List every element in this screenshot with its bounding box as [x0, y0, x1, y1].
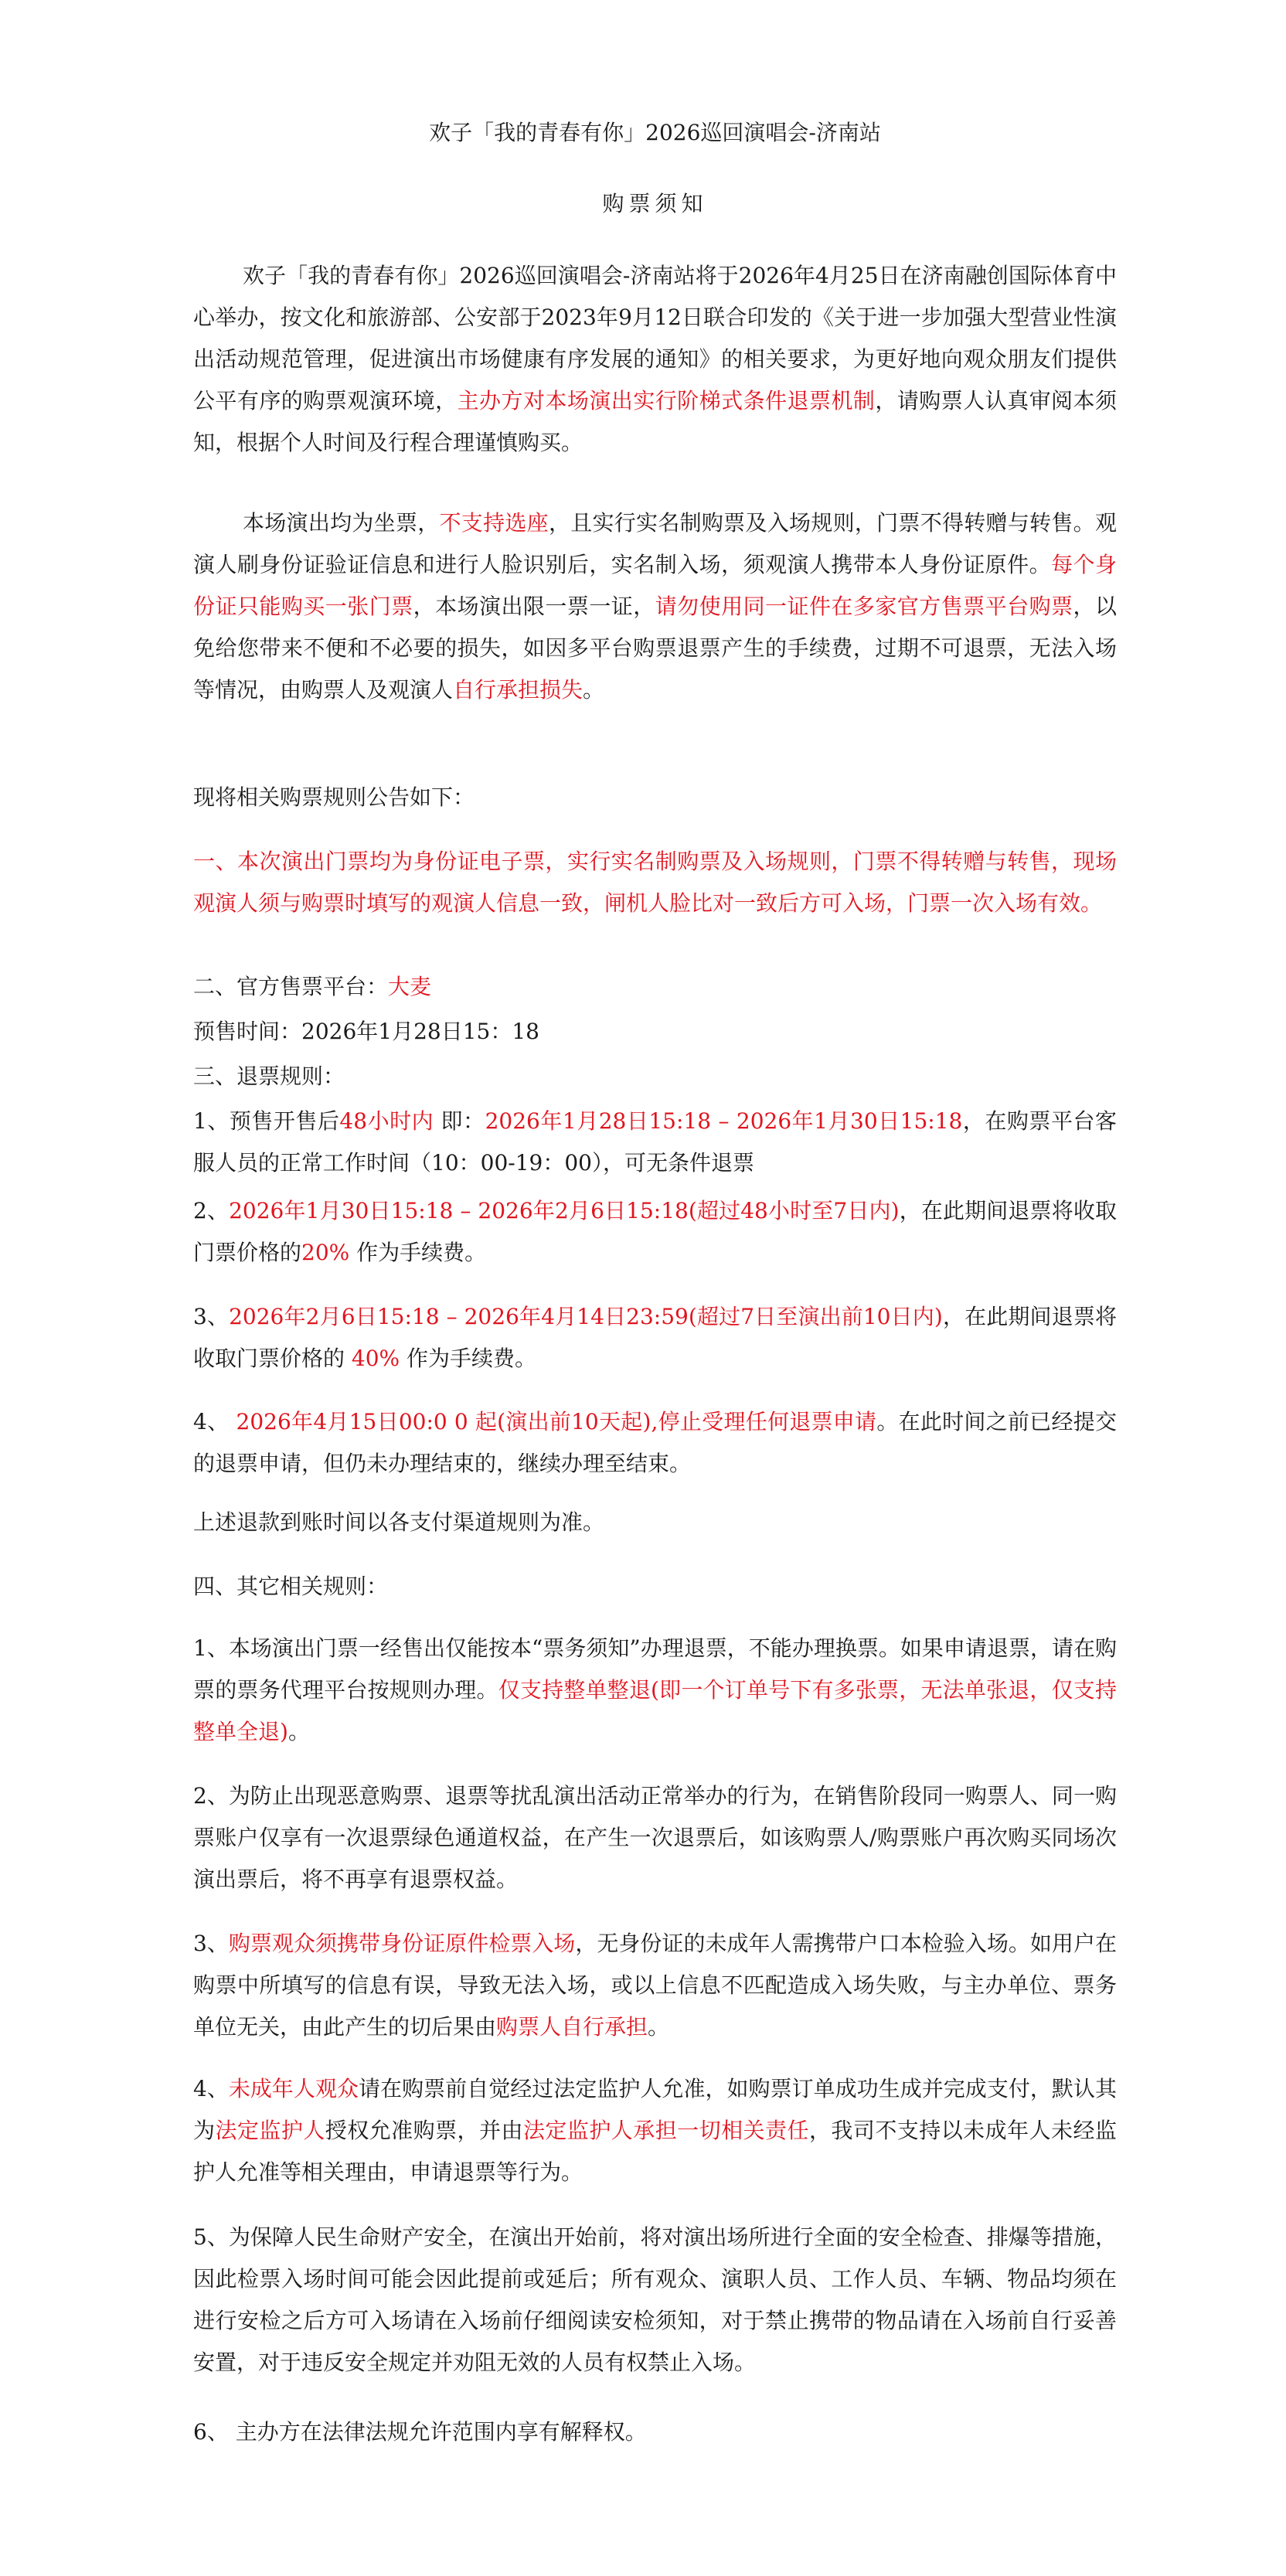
highlight-text: 2026年2月6日15:18 – 2026年4月14日23:59(超过7日至演出前10日内) — [229, 1304, 943, 1329]
platform-name: 大麦 — [388, 974, 432, 999]
intro-text: 欢子「我的青春有你」2026巡回演唱会-济南站将于2026年4月25日在济南融创国际体育中心举办，按文化和旅游部、公安部于2023年9月12日联合印发的《关于进一步加强大型营业性演出活动规范管理，促进演出市场健康有序发展的通知》的相关要求，为更好地向观众朋友们提供公平有序的购票观演环境， — [193, 263, 1117, 413]
rule-text: 。在此时间之前已经提交的退票申请，但仍未办理结束的，继续办理至结束。 — [193, 1409, 1118, 1476]
highlight-text: 请勿使用同一证件在多家官方售票平台购票 — [655, 594, 1073, 619]
highlight-text: 48小时内 — [339, 1108, 434, 1134]
other-rule-6: 6、 主办方在法律法规允许范围内享有解释权。 — [193, 2419, 647, 2445]
rule-3-heading: 三、退票规则： — [193, 1063, 345, 1089]
rule-text: ，我司不支持以未成年人未经监护人允准等相关理由，申请退票等行为。 — [193, 2118, 1117, 2185]
highlight-text: 法定监护人 — [215, 2118, 325, 2143]
other-rule-2: 2、为防止出现恶意购票、退票等扰乱演出活动正常举办的行为，在销售阶段同一购票人、同一购票账户仅享有一次退票绿色通道权益，在产生一次退票后，如该购票人/购票账户再次购买同场次演出票后，将不再享有退票权益。 — [193, 1783, 1117, 1892]
highlight-text: 20% — [301, 1240, 350, 1265]
refund-note: 上述退款到账时间以各支付渠道规则为准。 — [193, 1509, 605, 1535]
rule-text: 4、 — [193, 1409, 236, 1434]
highlight-text: 2026年1月30日15:18 – 2026年2月6日15:18(超过48小时至7日内) — [229, 1198, 900, 1223]
intro-text: ，且实行实名制购票及入场规则，门票不得转赠与转售。观演人刷身份证验证信息和进行人脸识别后，实名制入场，须观演人携带本人身份证原件。 — [193, 510, 1117, 577]
other-rule-3 — [193, 1923, 1117, 2048]
intro-text: 。 — [583, 677, 605, 703]
rule-text: 3、 — [193, 1931, 229, 1956]
rule-text: 即： — [434, 1108, 485, 1134]
intro-text: ，请购票人认真审阅本须知，根据个人时间及行程合理谨慎购买。 — [193, 388, 1117, 455]
rule-text: 。 — [287, 1719, 310, 1744]
rule-text: 。 — [648, 2014, 670, 2040]
highlight-text: 本次演出门票均为身份证电子票，实行实名制购票及入场规则，门票不得转赠与转售，现场观演人须与购票时填写的观演人信息一致，闸机人脸比对一致后方可入场，门票一次入场有效。 — [193, 849, 1117, 916]
highlight-text: 不支持选座 — [439, 510, 549, 536]
document-subtitle: 购票须知 — [602, 191, 708, 216]
refund-rule-1 — [193, 1101, 1117, 1184]
rule-text: 1、预售开售后 — [193, 1108, 340, 1134]
other-rule-1 — [193, 1628, 1117, 1753]
rule-text: 3、 — [193, 1304, 230, 1329]
intro-text: ，以免给您带来不便和不必要的损失，如因多平台购票退票产生的手续费，过期不可退票，无法入场等情况，由购票人及观演人 — [193, 594, 1117, 703]
highlight-text: 40% — [351, 1346, 400, 1371]
rule-2 — [193, 966, 1117, 1008]
rule-text: 4、 — [193, 2076, 229, 2101]
rule-text: 二、官方售票平台： — [193, 974, 389, 999]
highlight-text: 每个身份证只能购买一张门票 — [193, 552, 1117, 619]
rule-4-heading: 四、其它相关规则： — [193, 1574, 389, 1599]
highlight-text: 法定监护人承担一切相关责任 — [522, 2118, 809, 2143]
rule-text: 2、 — [193, 1198, 230, 1223]
intro-paragraph-2 — [193, 502, 1117, 711]
rule-1 — [193, 841, 1117, 924]
rule-number: 一、 — [193, 849, 237, 874]
rule-text: ，在购票平台客服人员的正常工作时间（10：00-19：00），可无条件退票 — [193, 1108, 1117, 1176]
rule-text: 1、本场演出门票一经售出仅能按本“票务须知”办理退票，不能办理换票。如果申请退票，请在购票的票务代理平台按规则办理。 — [193, 1635, 1117, 1703]
rule-text: 授权允准购票，并由 — [325, 2118, 523, 2143]
rule-text: ，在此期间退票将收取门票价格的 — [193, 1198, 1117, 1265]
rule-text: ，无身份证的未成年人需携带户口本检验入场。如用户在购票中所填写的信息有误，导致无法入场，或以上信息不匹配造成入场失败，与主办单位、票务单位无关，由此产生的切后果由 — [193, 1931, 1117, 2040]
refund-rule-2 — [193, 1190, 1117, 1274]
document-title: 欢子「我的青春有你」2026巡回演唱会-济南站 — [429, 120, 881, 145]
other-rule-4 — [193, 2068, 1117, 2193]
rule-text: ，在此期间退票将收取门票价格的 — [193, 1304, 1117, 1371]
highlight-text: 2026年4月15日00:0 0 起(演出前10天起),停止受理任何退票申请 — [236, 1409, 877, 1434]
highlight-text: 主办方对本场演出实行阶梯式条件退票机制 — [457, 388, 876, 413]
announcement-line: 现将相关购票规则公告如下： — [193, 784, 475, 810]
intro-text: 本场演出均为坐票， — [243, 510, 440, 536]
refund-rule-4 — [193, 1401, 1117, 1485]
rule-text: 作为手续费。 — [349, 1240, 487, 1265]
rule-text: 请在购票前自觉经过法定监护人允准，如购票订单成功生成并完成支付，默认其为 — [193, 2076, 1117, 2143]
highlight-text: 购票观众须携带身份证原件检票入场 — [228, 1931, 576, 1956]
highlight-text: 2026年1月28日15:18 – 2026年1月30日15:18 — [485, 1108, 963, 1134]
rule-text: 作为手续费。 — [400, 1346, 537, 1371]
highlight-text: 仅支持整单整退(即一个订单号下有多张票，无法单张退，仅支持整单全退) — [193, 1677, 1117, 1744]
presale-time: 预售时间：2026年1月28日15：18 — [193, 1019, 539, 1044]
refund-rule-3 — [193, 1296, 1117, 1380]
highlight-text: 购票人自行承担 — [496, 2014, 648, 2040]
other-rule-5: 5、为保障人民生命财产安全，在演出开始前，将对演出场所进行全面的安全检查、排爆等措施，因此检票入场时间可能会因此提前或延后；所有观众、演职人员、工作人员、车辆、物品均须在进行安检之后方可入场请在入场前仔细阅读安检须知，对于禁止携带的物品请在入场前自行妥善安置，对于违反安全规定并劝阻无效的人员有权禁止入场。 — [193, 2224, 1117, 2375]
intro-paragraph-1 — [193, 255, 1117, 464]
highlight-text: 自行承担损失 — [453, 677, 583, 703]
intro-text: ，本场演出限一票一证， — [413, 594, 655, 619]
highlight-text: 未成年人观众 — [228, 2076, 359, 2101]
